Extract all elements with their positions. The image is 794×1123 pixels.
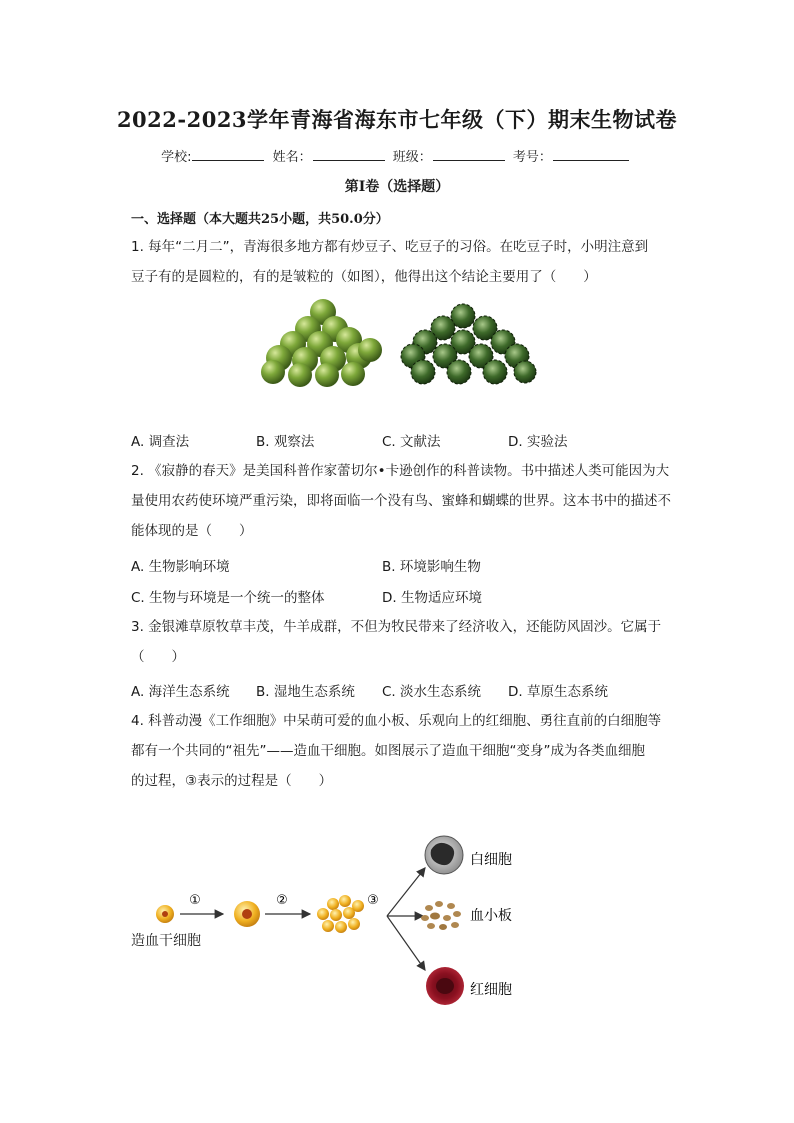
q1-option-a[interactable]: A. 调查法 bbox=[131, 434, 190, 450]
progenitor-cell-icon bbox=[234, 901, 260, 927]
round-peas bbox=[261, 299, 382, 387]
q1-option-b[interactable]: B. 观察法 bbox=[256, 434, 315, 450]
section-title: 第I卷（选择题） bbox=[344, 179, 450, 195]
name-field[interactable] bbox=[313, 148, 385, 161]
arrow-to-rbc bbox=[387, 916, 425, 970]
q2-line3: 能体现的是（ ） bbox=[131, 523, 253, 539]
q3-line1: 3. 金银滩草原牧草丰茂，牛羊成群，不但为牧民带来了经济收入，还能防风固沙。它属于 bbox=[131, 619, 662, 635]
q4-text bbox=[131, 706, 691, 796]
school-label: 学校: bbox=[161, 150, 192, 165]
blood-cell-diagram bbox=[125, 828, 545, 1013]
rbc-label: 红细胞 bbox=[470, 982, 512, 998]
q1-text bbox=[131, 232, 691, 292]
pea-image bbox=[255, 292, 540, 392]
step-2-label: ② bbox=[276, 893, 288, 908]
q1-line2: 豆子有的是圆粒的，有的是皱粒的（如图），他得出这个结论主要用了（ ） bbox=[131, 269, 597, 285]
q1-line1: 1. 每年“二月二”，青海很多地方都有炒豆子、吃豆子的习俗。在吃豆子时，小明注意到 bbox=[131, 239, 649, 255]
q3-line2: （ ） bbox=[131, 649, 185, 665]
white-blood-cell-icon bbox=[425, 836, 463, 874]
platelet-icon bbox=[421, 901, 461, 930]
q2-option-c[interactable]: C. 生物与环境是一个统一的整体 bbox=[131, 590, 325, 606]
wbc-label: 白细胞 bbox=[470, 852, 512, 868]
q3-option-d[interactable]: D. 草原生态系统 bbox=[508, 684, 608, 700]
red-blood-cell-icon bbox=[426, 967, 464, 1005]
step-1-label: ① bbox=[189, 893, 201, 908]
stem-cell-icon bbox=[156, 905, 174, 923]
step-3-label: ③ bbox=[367, 893, 379, 908]
q2-text bbox=[131, 456, 691, 546]
q4-line2: 都有一个共同的“祖先”——造血干细胞。如图展示了造血干细胞“变身”成为各类血细胞 bbox=[131, 743, 645, 759]
q2-line1: 2. 《寂静的春天》是美国科普作家蕾切尔•卡逊创作的科普读物。书中描述人类可能因为大 bbox=[131, 463, 670, 479]
q3-text bbox=[131, 612, 691, 672]
name-label: 姓名： bbox=[272, 150, 312, 165]
q3-option-a[interactable]: A. 海洋生态系统 bbox=[131, 684, 230, 700]
student-info-row bbox=[0, 146, 794, 165]
q2-option-d[interactable]: D. 生物适应环境 bbox=[382, 590, 482, 606]
id-label: 考号： bbox=[512, 150, 552, 165]
q2-option-a[interactable]: A. 生物影响环境 bbox=[131, 559, 230, 575]
q4-line3: 的过程，③表示的过程是（ ） bbox=[131, 773, 333, 789]
q1-option-d[interactable]: D. 实验法 bbox=[508, 434, 568, 450]
stem-cell-label: 造血干细胞 bbox=[131, 933, 201, 949]
q3-option-c[interactable]: C. 淡水生态系统 bbox=[382, 684, 482, 700]
class-label: 班级： bbox=[392, 150, 432, 165]
platelet-label: 血小板 bbox=[470, 908, 512, 924]
wrinkled-peas bbox=[401, 304, 536, 384]
id-field[interactable] bbox=[553, 148, 629, 161]
exam-title: 2022-2023学年青海省海东市七年级（下）期末生物试卷 bbox=[116, 107, 678, 132]
cell-cluster-icon bbox=[317, 895, 364, 933]
q2-line2: 量使用农药使环境严重污染，即将面临一个没有鸟、蜜蜂和蝴蝶的世界。这本书中的描述不 bbox=[131, 493, 671, 509]
q1-option-c[interactable]: C. 文献法 bbox=[382, 434, 441, 450]
part-title: 一、选择题（本大题共25小题，共50.0分） bbox=[131, 212, 389, 227]
q2-option-b[interactable]: B. 环境影响生物 bbox=[382, 559, 481, 575]
school-field[interactable] bbox=[192, 148, 264, 161]
q4-line1: 4. 科普动漫《工作细胞》中呆萌可爱的血小板、乐观向上的红细胞、勇往直前的白细胞等 bbox=[131, 713, 662, 729]
q3-option-b[interactable]: B. 湿地生态系统 bbox=[256, 684, 355, 700]
arrow-to-wbc bbox=[387, 868, 425, 916]
class-field[interactable] bbox=[433, 148, 505, 161]
